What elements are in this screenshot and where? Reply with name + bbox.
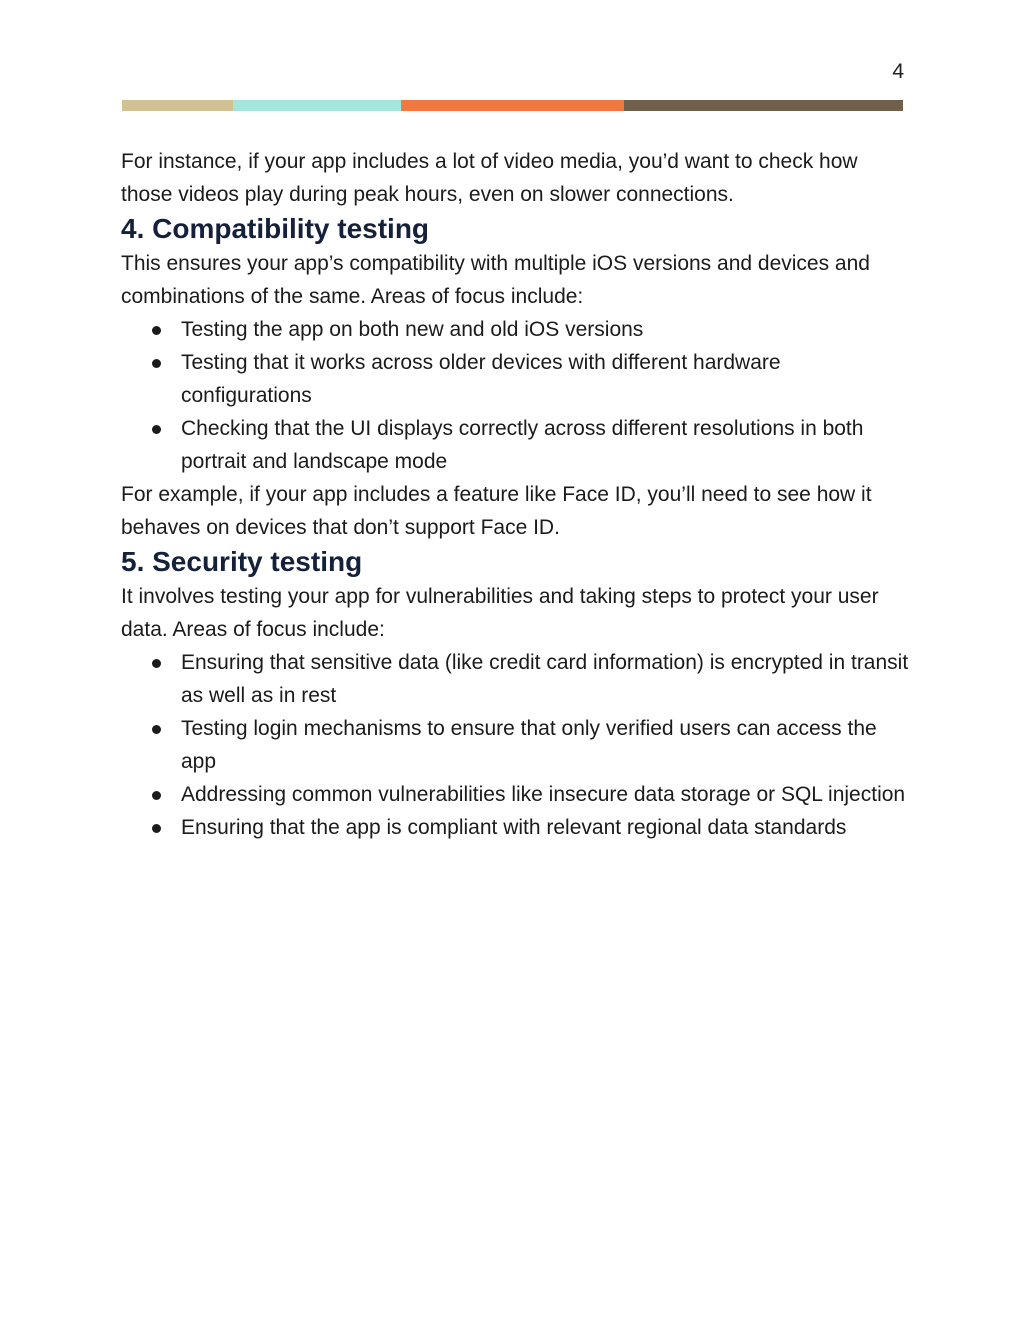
compatibility-intro-paragraph: This ensures your app’s compatibility with multiple iOS versions and devices and combinations of the same. Areas of focus include: [121,252,870,308]
header-color-bar [122,100,903,111]
bullet-icon [152,425,161,434]
compatibility-bullet-list [121,313,911,478]
bullet-icon [152,326,161,335]
bullet-icon [152,791,161,800]
list-item [121,412,911,478]
security-bullet-list [121,646,911,844]
list-item [121,811,911,844]
page-number: 4 [892,60,904,83]
list-item [121,712,911,778]
color-bar-segment-teal [233,100,401,111]
list-item-text: Ensuring that sensitive data (like credit card information) is encrypted in transit as well as in rest [181,651,909,707]
list-item [121,346,911,412]
list-item-text: Testing that it works across older devices with different hardware configurations [181,351,781,407]
bullet-icon [152,659,161,668]
list-item-text: Addressing common vulnerabilities like insecure data storage or SQL injection [181,783,906,806]
list-item-text: Ensuring that the app is compliant with relevant regional data standards [181,816,847,839]
intro-paragraph: For instance, if your app includes a lot of video media, you’d want to check how those videos play during peak hours, even on slower connections. [121,150,858,206]
document-body [121,145,911,844]
color-bar-segment-brown [624,100,903,111]
list-item-text: Testing the app on both new and old iOS versions [181,318,644,341]
section-heading-compatibility: 4. Compatibility testing [121,213,430,244]
bullet-icon [152,824,161,833]
security-intro-paragraph: It involves testing your app for vulnerabilities and taking steps to protect your user data. Areas of focus include: [121,585,879,641]
color-bar-segment-orange [401,100,624,111]
section-heading-security: 5. Security testing [121,546,363,577]
bullet-icon [152,725,161,734]
color-bar-segment-tan [122,100,233,111]
list-item [121,778,911,811]
list-item-text: Checking that the UI displays correctly across different resolutions in both portrait and landscape mode [181,417,864,473]
list-item-text: Testing login mechanisms to ensure that only verified users can access the app [181,717,877,773]
bullet-icon [152,359,161,368]
list-item [121,646,911,712]
compatibility-example-paragraph: For example, if your app includes a feature like Face ID, you’ll need to see how it behaves on devices that don’t support Face ID. [121,483,872,539]
list-item [121,313,911,346]
